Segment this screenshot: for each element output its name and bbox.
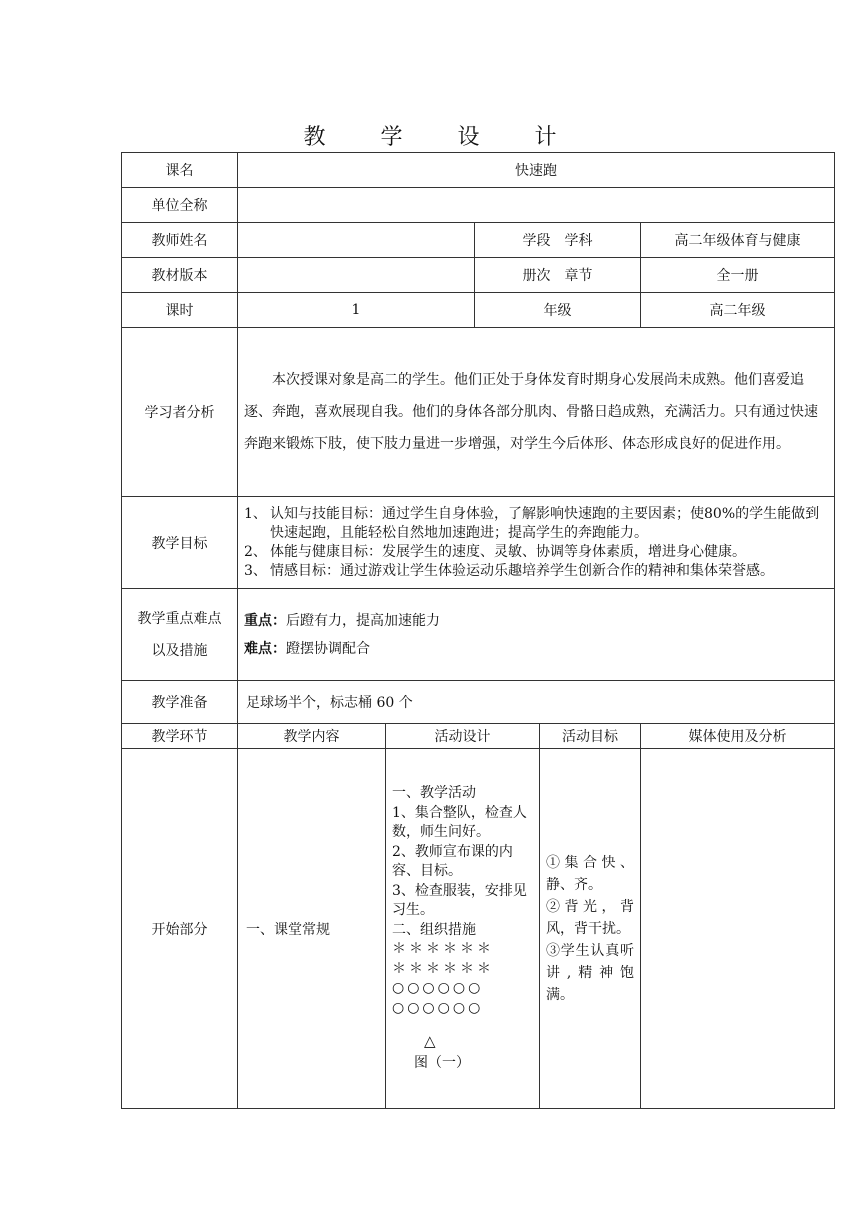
key-point-label: 重点： [244, 612, 286, 629]
start-media [641, 749, 835, 1109]
activity-line: 1、集合整队，检查人数，师生问好。 [392, 804, 527, 840]
formation-row: ○○○○○○ [392, 980, 484, 996]
period-label: 课时 [122, 293, 238, 328]
difficult-point-line [244, 635, 828, 663]
preparation-label: 教学准备 [122, 681, 238, 724]
objective-item [244, 543, 828, 562]
key-point-text: 后蹬有力，提高加速能力 [286, 612, 440, 629]
activity-line: 二、组织措施 [392, 921, 476, 938]
course-value: 快速跑 [238, 153, 835, 188]
unit-label: 单位全称 [122, 188, 238, 223]
row-period [122, 293, 835, 328]
key-points-label [122, 589, 238, 681]
formation-row: ＊＊＊＊＊＊ [392, 941, 494, 957]
key-point-line [244, 607, 828, 635]
objective-number: 1、 [244, 505, 267, 522]
row-start-section [122, 749, 835, 1109]
objective-text: 体能与健康目标：发展学生的速度、灵敏、协调等身体素质，增进身心健康。 [270, 543, 746, 560]
header-stage: 教学环节 [122, 724, 238, 749]
objective-text: 认知与技能目标：通过学生自身体验，了解影响快速跑的主要因素；使80%的学生能做到快速起跑，且能轻松自然地加速跑进；提高学生的奔跑能力。 [270, 505, 820, 541]
preparation-text: 足球场半个，标志桶 60 个 [238, 681, 835, 724]
textbook-value [238, 258, 475, 293]
volume-chapter-value: 全一册 [641, 258, 835, 293]
key-points-label-line1: 教学重点难点 [137, 610, 222, 627]
objective-item [244, 505, 828, 543]
objective-item [244, 562, 828, 581]
difficult-point-label: 难点： [244, 640, 286, 657]
formation-row: ○○○○○○ [392, 999, 484, 1016]
course-label: 课名 [122, 153, 238, 188]
lesson-plan-table [121, 152, 835, 1109]
stage-subject-label: 学段 学科 [475, 223, 641, 258]
objective-text: 情感目标：通过游戏让学生体验运动乐趣培养学生创新合作的精神和集体荣誉感。 [270, 562, 774, 579]
start-goals [540, 749, 641, 1109]
header-activity: 活动设计 [386, 724, 540, 749]
stage-subject-value: 高二年级体育与健康 [641, 223, 835, 258]
header-media: 媒体使用及分析 [641, 724, 835, 749]
grade-value: 高二年级 [641, 293, 835, 328]
teacher-label: 教师姓名 [122, 223, 238, 258]
volume-chapter-label: 册次 章节 [475, 258, 641, 293]
objectives-label: 教学目标 [122, 497, 238, 589]
key-points-label-line2: 以及措施 [151, 642, 208, 659]
formation-row: ＊＊＊＊＊＊ [392, 960, 494, 977]
row-textbook [122, 258, 835, 293]
objective-number: 3、 [244, 562, 267, 579]
objectives-list [238, 497, 835, 589]
difficult-point-text: 蹬摆协调配合 [286, 640, 370, 657]
start-activity [386, 749, 540, 1109]
learner-label: 学习者分析 [122, 328, 238, 497]
row-course [122, 153, 835, 188]
goal-item: ②背光，背风，背干扰。 [546, 898, 634, 937]
key-points-content [238, 589, 835, 681]
header-content: 教学内容 [238, 724, 386, 749]
row-learner [122, 328, 835, 497]
document-title: 教 学 设 计 [303, 125, 581, 150]
row-teacher [122, 223, 835, 258]
period-value: 1 [238, 293, 475, 328]
objective-number: 2、 [244, 543, 267, 560]
start-stage: 开始部分 [122, 749, 238, 1109]
grade-label: 年级 [475, 293, 641, 328]
row-preparation [122, 681, 835, 724]
figure-caption: 图（一） [414, 1054, 470, 1071]
row-section-headers [122, 724, 835, 749]
activity-line: 2、教师宣布课的内容、目标。 [392, 843, 513, 879]
row-unit [122, 188, 835, 223]
goal-item: ①集合快、静、齐。 [546, 854, 634, 893]
learner-text: 本次授课对象是高二的学生。他们正处于身体发育时期身心发展尚未成熟。他们喜爱追逐、奔跑，喜欢展现自我。他们的身体各部分肌肉、骨骼日趋成熟，充满活力。只有通过快速奔跑来锻炼下肢，使下肢力量进一步增强，对学生今后体形、体态形成良好的促进作用。 [238, 328, 835, 497]
header-goal: 活动目标 [540, 724, 641, 749]
row-objectives [122, 497, 835, 589]
unit-value [238, 188, 835, 223]
teacher-triangle-icon: △ [424, 1032, 436, 1050]
goal-item: ③学生认真听讲,精神饱满。 [546, 942, 634, 1003]
activity-line: 3、检查服装，安排见习生。 [392, 882, 527, 918]
teacher-value [238, 223, 475, 258]
start-content: 一、课堂常规 [238, 749, 386, 1109]
textbook-label: 教材版本 [122, 258, 238, 293]
row-key-points [122, 589, 835, 681]
activity-line: 一、教学活动 [392, 785, 476, 801]
